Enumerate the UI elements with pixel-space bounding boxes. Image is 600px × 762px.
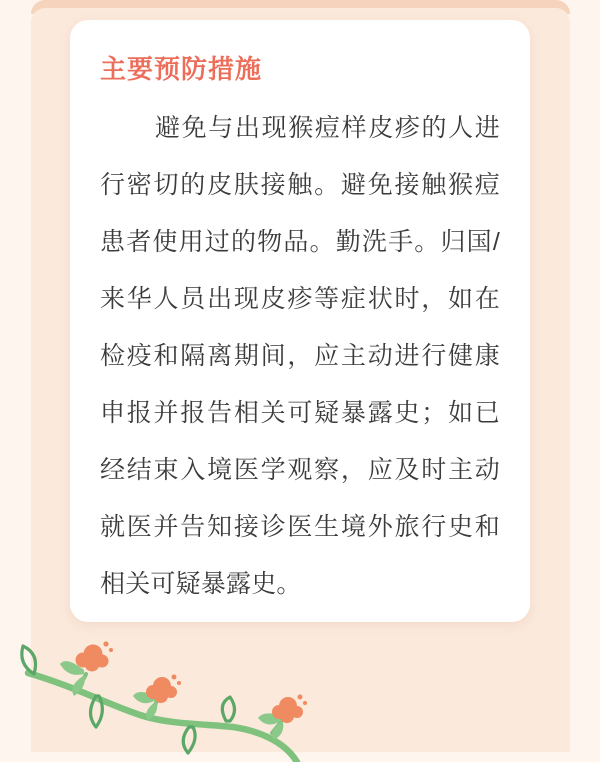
leaf-icon — [183, 727, 195, 753]
content-card — [70, 20, 530, 622]
body-text: 避免与出现猴痘样皮疹的人进行密切的皮肤接触。避免接触猴痘患者使用过的物品。勤洗手。归国/来华人员出现皮疹等症状时，如在检疫和隔离期间，应主动进行健康申报并报告相关可疑暴露史；如已经结束入境医学观察，应及时主动就医并告知接诊医生境外旅行史和相关可疑暴露史。 — [100, 114, 500, 598]
flower-vine-illustration — [0, 630, 320, 762]
leaf-icon — [222, 697, 234, 721]
section-title: 主要预防措施 — [100, 54, 263, 84]
leaf-icon — [22, 646, 36, 674]
